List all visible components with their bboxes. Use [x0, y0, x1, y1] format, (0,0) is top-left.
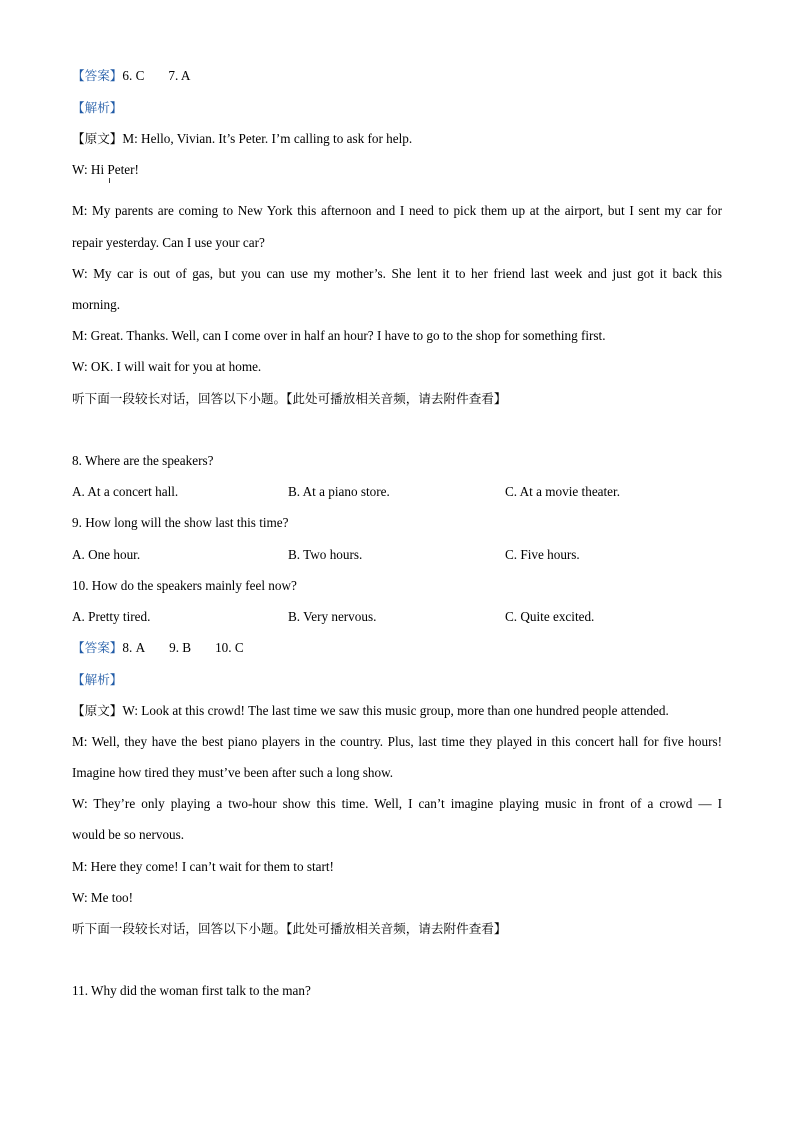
- answer-item: 8. A: [122, 640, 146, 655]
- answer-tag: 【答案】: [72, 640, 123, 655]
- transcript-text: M: Hello, Vivian. It’s Peter. I’m calling to ask for help.: [122, 131, 413, 146]
- transcript-line: W: Me too!: [72, 890, 134, 905]
- answer-line-1: [72, 67, 722, 85]
- transcript-line: repair yesterday. Can I use your car?: [72, 235, 265, 250]
- answer-item: 10. C: [215, 640, 244, 655]
- answer-item: 9. B: [169, 640, 192, 655]
- transcript-line: M: Here they come! I can’t wait for them to start!: [72, 859, 334, 874]
- transcript-line: M: Well, they have the best piano players in the country. Plus, last time they played in this concert hall for five hours!: [72, 734, 722, 749]
- option-a: A. Pretty tired.: [72, 609, 151, 624]
- source-tag: 【原文】: [72, 703, 123, 718]
- analysis-line-2: [72, 671, 722, 689]
- transcript-line: W: OK. I will wait for you at home.: [72, 359, 262, 374]
- question-text: 8. Where are the speakers?: [72, 453, 214, 468]
- transcript-line: would be so nervous.: [72, 827, 185, 842]
- analysis-tag: 【解析】: [72, 672, 123, 687]
- answer-item: 6. C: [122, 68, 145, 83]
- question-text: 11. Why did the woman first talk to the man?: [72, 983, 311, 998]
- option-b: B. Two hours.: [288, 547, 363, 562]
- transcript-line: morning.: [72, 297, 120, 312]
- transcript-line: W: My car is out of gas, but you can use my mother’s. She lent it to her friend last week and just got it back this: [72, 266, 722, 281]
- transcript-line: Imagine how tired they must’ve been after such a long show.: [72, 765, 394, 780]
- transcript-line: W: They’re only playing a two-hour show this time. Well, I can’t imagine playing music in front of a crowd — I: [72, 796, 722, 811]
- answer-line-2: [72, 639, 722, 657]
- transcript-text: W: Look at this crowd! The last time we saw this music group, more than one hundred people attended.: [122, 703, 669, 718]
- option-b: B. At a piano store.: [288, 484, 390, 499]
- transcript-line: M: Great. Thanks. Well, can I come over in half an hour? I have to go to the shop for something first.: [72, 328, 606, 343]
- listening-instruction: 听下面一段较长对话，回答以下小题。【此处可播放相关音频，请去附件查看】: [72, 391, 507, 406]
- transcript-line: [72, 702, 722, 720]
- answer-tag: 【答案】: [72, 68, 123, 83]
- analysis-line-1: [72, 99, 722, 117]
- transcript-line: [72, 130, 722, 148]
- option-c: C. At a movie theater.: [505, 484, 620, 499]
- option-c: C. Quite excited.: [505, 609, 595, 624]
- stray-mark: [109, 178, 110, 183]
- source-tag: 【原文】: [72, 131, 123, 146]
- question-text: 10. How do the speakers mainly feel now?: [72, 578, 297, 593]
- option-c: C. Five hours.: [505, 547, 580, 562]
- transcript-line: W: Hi Peter!: [72, 162, 139, 177]
- analysis-tag: 【解析】: [72, 100, 123, 115]
- question-text: 9. How long will the show last this time?: [72, 515, 289, 530]
- answer-item: 7. A: [168, 68, 191, 83]
- listening-instruction: 听下面一段较长对话，回答以下小题。【此处可播放相关音频，请去附件查看】: [72, 921, 507, 936]
- option-b: B. Very nervous.: [288, 609, 377, 624]
- option-a: A. One hour.: [72, 547, 141, 562]
- transcript-line: M: My parents are coming to New York this afternoon and I need to pick them up at the airport, but I sent my car for: [72, 203, 722, 218]
- option-a: A. At a concert hall.: [72, 484, 179, 499]
